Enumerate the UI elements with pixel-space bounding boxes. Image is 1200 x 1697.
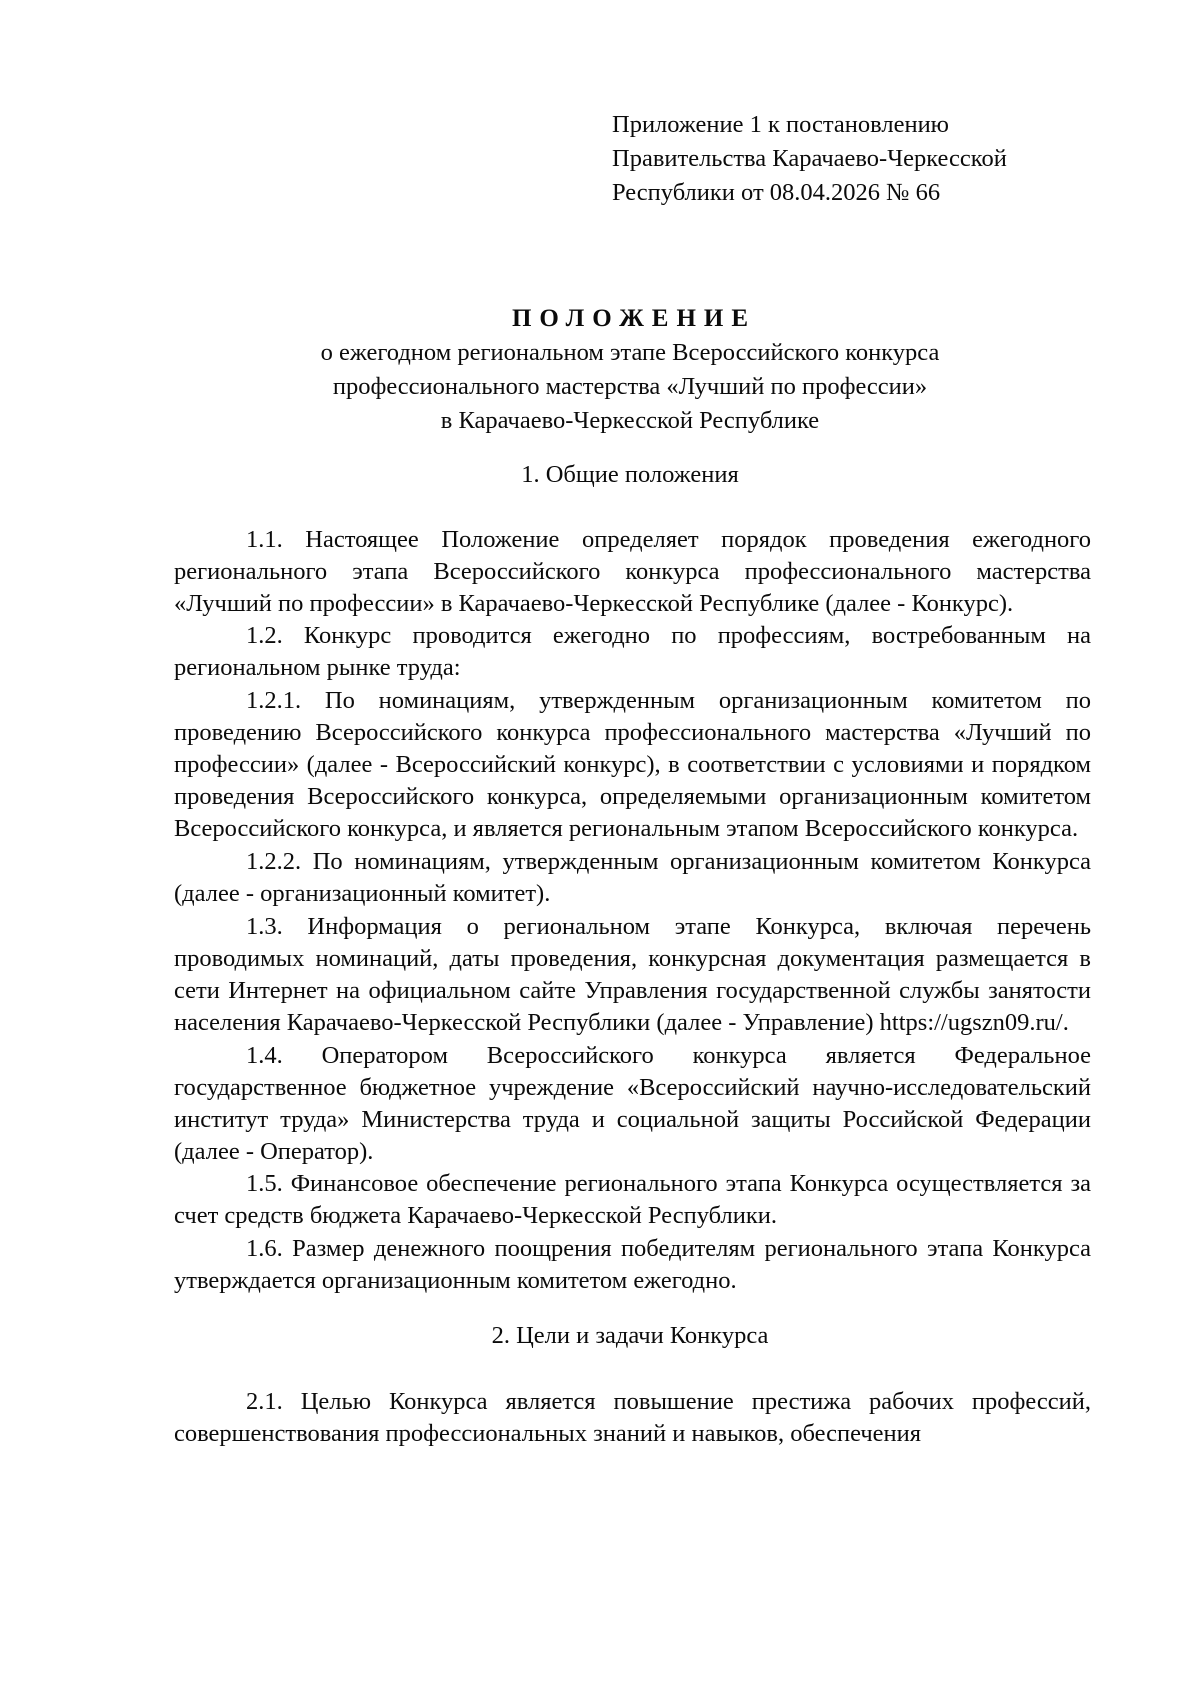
section-2-body <box>174 1385 1091 1450</box>
document-title <box>160 302 1100 438</box>
title-line-1: о ежегодном региональном этапе Всероссийского конкурса <box>320 339 940 366</box>
appendix-line-1: Приложение 1 к постановлению <box>612 111 949 138</box>
clause-1-5: 1.5. Финансовое обеспечение регионального этапа Конкурса осуществляется за счет средств бюджета Карачаево-Черкесской Республики. <box>174 1170 1091 1230</box>
clause-1-3: 1.3. Информация о региональном этапе Конкурса, включая перечень проводимых номинаций, даты проведения, конкурсная документация размещается в сети Интернет на официальном сайте Управления государственной службы занятости населения Карачаево-Черкесской Республики (далее - Управление) https://ugszn09.ru/. <box>174 912 1091 1036</box>
section-1-body <box>174 523 1091 1297</box>
clause-2-1: 2.1. Целью Конкурса является повышение престижа рабочих профессий, совершенствования профессиональных знаний и навыков, обеспечения <box>174 1387 1091 1447</box>
appendix-line-2: Правительства Карачаево-Черкесской <box>612 145 1007 172</box>
section-2-heading: 2. Цели и задачи Конкурса <box>491 1322 769 1349</box>
appendix-line-3: Республики от 08.04.2026 № 66 <box>612 179 941 206</box>
title-heading: ПОЛОЖЕНИЕ <box>511 305 757 332</box>
section-1-heading: 1. Общие положения <box>521 461 739 488</box>
clause-1-2: 1.2. Конкурс проводится ежегодно по профессиям, востребованным на региональном рынке труда: <box>174 622 1091 682</box>
clause-1-4: 1.4. Оператором Всероссийского конкурса является Федеральное государственное бюджетное учреждение «Всероссийский научно-исследовательский институт труда» Министерства труда и социальной защиты Российской Федерации (далее - Оператор). <box>174 1041 1091 1165</box>
title-line-3: в Карачаево-Черкесской Республике <box>440 407 820 434</box>
clause-1-2-2: 1.2.2. По номинациям, утвержденным организационным комитетом Конкурса (далее - организационный комитет). <box>174 847 1091 908</box>
clause-1-2-1: 1.2.1. По номинациям, утвержденным организационным комитетом по проведению Всероссийского конкурса профессионального мастерства «Лучший по профессии» (далее - Всероссийский конкурс), в соответствии с условиями и порядком проведения Всероссийского конкурса, определяемыми организационным комитетом Всероссийского конкурса, и является региональным этапом Всероссийского конкурса. <box>174 686 1091 843</box>
clause-1-6: 1.6. Размер денежного поощрения победителям регионального этапа Конкурса утверждается организационным комитетом ежегодно. <box>174 1235 1091 1295</box>
appendix-note <box>612 108 1132 210</box>
clause-1-1: 1.1. Настоящее Положение определяет порядок проведения ежегодного регионального этапа Всероссийского конкурса профессионального мастерства «Лучший по профессии» в Карачаево-Черкесской Республике (далее - Конкурс). <box>174 525 1091 617</box>
title-line-2: профессионального мастерства «Лучший по профессии» <box>332 373 928 400</box>
